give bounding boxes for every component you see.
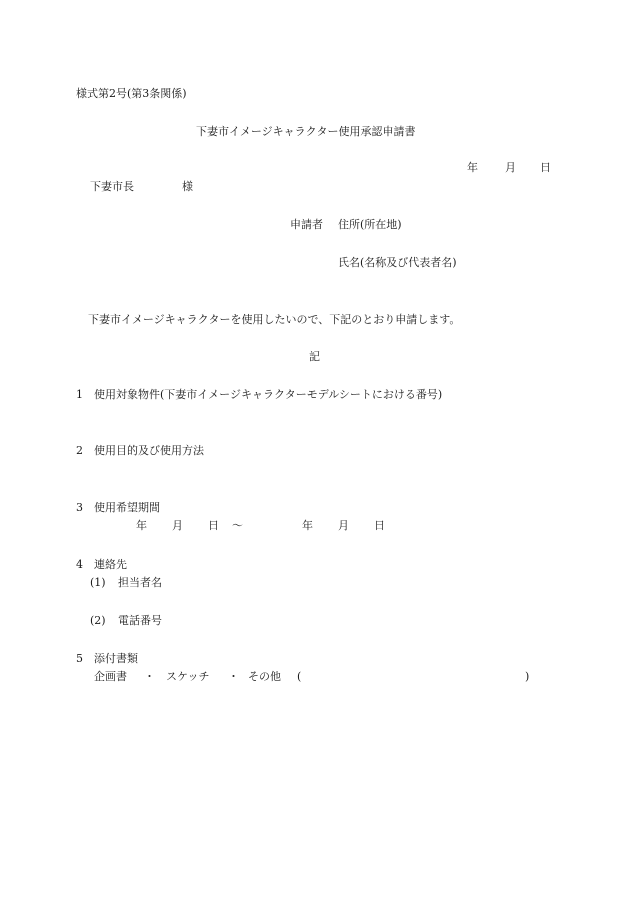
applicant-label: 申請者 [290, 218, 323, 231]
period-start-year-label: 年 [136, 519, 147, 532]
period-end-month-label: 月 [338, 519, 349, 532]
period-end-year-label: 年 [302, 519, 313, 532]
attachment-separator: ・ [144, 670, 155, 683]
item-label-attachments: 添付書類 [94, 652, 138, 665]
attachment-option-sketch: スケッチ [166, 670, 210, 683]
contact-phone-label: 電話番号 [118, 614, 162, 627]
item-number: 3 [76, 501, 83, 514]
ki-heading: 記 [309, 350, 320, 363]
item-number: 1 [76, 388, 83, 401]
period-start-day-label: 日 [208, 519, 219, 532]
applicant-address-label: 住所(所在地) [338, 218, 402, 231]
form-number: 様式第2号(第3条関係) [76, 87, 187, 100]
item-label-period: 使用希望期間 [94, 501, 160, 514]
addressee-honorific: 様 [182, 180, 193, 193]
contact-person-label: 担当者名 [118, 576, 162, 589]
period-start-month-label: 月 [172, 519, 183, 532]
addressee-name: 下妻市長 [90, 180, 134, 193]
date-day-label: 日 [540, 161, 551, 174]
date-month-label: 月 [505, 161, 516, 174]
item-label-contact: 連絡先 [94, 558, 127, 571]
item-number: 5 [76, 652, 83, 665]
period-range-tilde: 〜 [232, 519, 243, 532]
sub-item-number: (1) [90, 576, 106, 589]
document-title: 下妻市イメージキャラクター使用承認申請書 [196, 125, 416, 138]
attachment-separator: ・ [228, 670, 239, 683]
attachment-option-other: その他 [248, 670, 281, 683]
applicant-name-label: 氏名(名称及び代表者名) [338, 256, 457, 269]
attachment-paren-open: ( [297, 670, 302, 683]
body-text: 下妻市イメージキャラクターを使用したいので、下記のとおり申請します。 [88, 313, 461, 326]
attachment-paren-close: ) [525, 670, 530, 683]
attachment-option-plan: 企画書 [94, 670, 127, 683]
sub-item-number: (2) [90, 614, 106, 627]
item-label-target-object: 使用対象物件(下妻市イメージキャラクターモデルシートにおける番号) [94, 388, 443, 401]
item-number: 2 [76, 444, 83, 457]
item-number: 4 [76, 558, 83, 571]
item-label-purpose-method: 使用目的及び使用方法 [94, 444, 204, 457]
date-year-label: 年 [467, 161, 478, 174]
period-end-day-label: 日 [374, 519, 385, 532]
